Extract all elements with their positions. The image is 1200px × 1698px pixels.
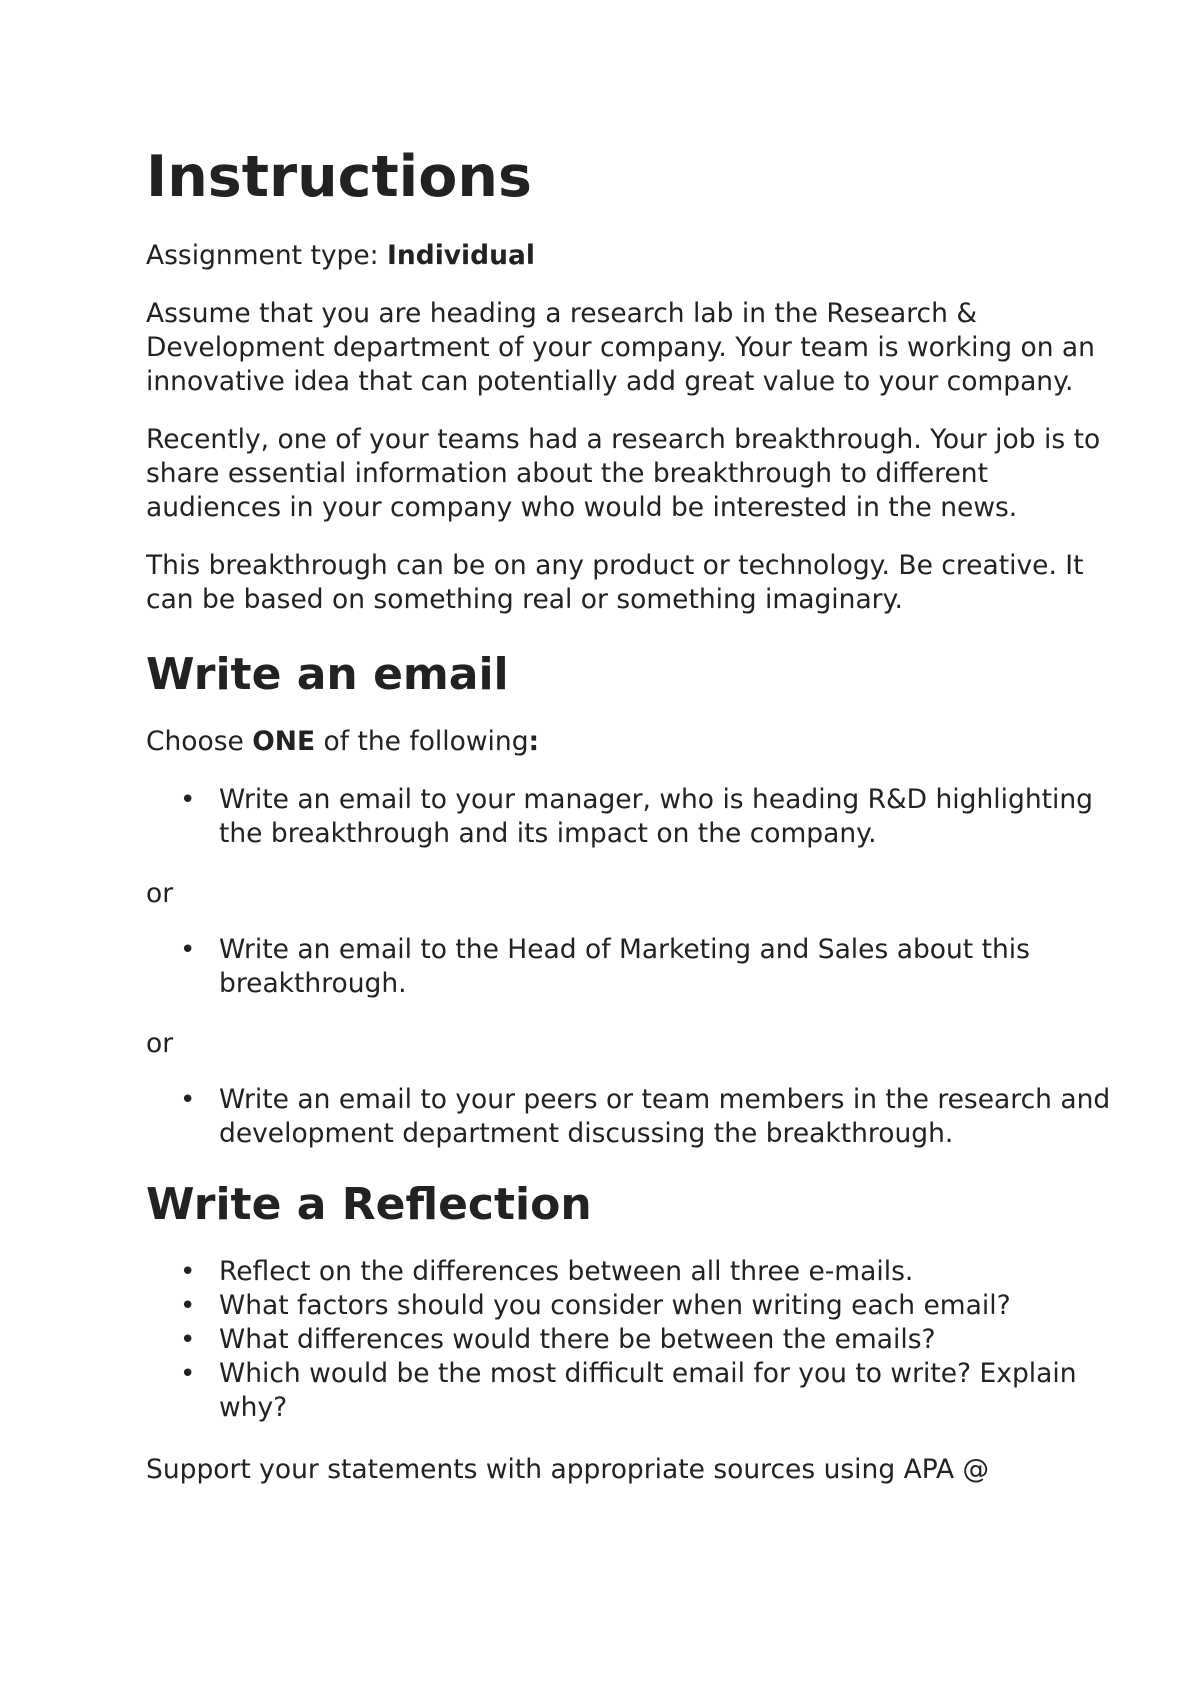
email-option-line: • Write an email to your manager, who is heading R&D highlighting	[219, 784, 1093, 815]
reflection-item-line: • Reflect on the differences between all three e-mails.	[219, 1256, 914, 1287]
choose-prefix: Choose	[146, 726, 253, 757]
intro-line: Development department of your company. Your team is working on an	[146, 332, 1095, 363]
reflection-item	[146, 1289, 1200, 1323]
email-option-line: the breakthrough and its impact on the company.	[219, 818, 877, 849]
email-option	[146, 1083, 1200, 1151]
intro-paragraph-3	[146, 549, 1200, 617]
choose-emphasis: ONE	[252, 726, 316, 757]
intro-line: innovative idea that can potentially add great value to your company.	[146, 366, 1074, 397]
reflection-item	[146, 1255, 1200, 1289]
choose-colon: :	[528, 726, 540, 757]
intro-line: can be based on something real or something imaginary.	[146, 584, 903, 615]
intro-line: Recently, one of your teams had a research breakthrough. Your job is to	[146, 424, 1101, 455]
reflection-item-line: • What factors should you consider when writing each email?	[219, 1290, 1011, 1321]
choose-suffix: of the following	[315, 726, 529, 757]
email-option-line: breakthrough.	[219, 968, 407, 999]
page-title: Instructions	[146, 144, 532, 210]
email-section-heading: Write an email	[146, 649, 509, 700]
intro-line: Assume that you are heading a research lab in the Research &	[146, 298, 977, 329]
intro-line: audiences in your company who would be interested in the news.	[146, 492, 1018, 523]
footer-instruction: Support your statements with appropriate sources using APA @	[146, 1454, 990, 1485]
email-option-line: • Write an email to the Head of Marketing and Sales about this	[219, 934, 1030, 965]
email-option-line: development department discussing the breakthrough.	[219, 1118, 954, 1149]
intro-line: share essential information about the breakthrough to different	[146, 458, 988, 489]
email-option-list-1	[146, 783, 1200, 851]
reflection-item	[146, 1357, 1200, 1425]
reflection-item-line: • Which would be the most difficult email for you to write? Explain	[219, 1358, 1077, 1389]
assignment-type-value: Individual	[387, 240, 535, 271]
assignment-type-label: Assignment type:	[146, 240, 387, 271]
email-option-list-2	[146, 933, 1200, 1001]
reflection-section-heading: Write a Reflection	[146, 1179, 592, 1230]
email-option	[146, 783, 1200, 851]
email-option-line: • Write an email to your peers or team members in the research and	[219, 1084, 1111, 1115]
or-separator: or	[146, 878, 174, 909]
assignment-type	[146, 239, 1200, 273]
intro-paragraph-1	[146, 297, 1200, 399]
intro-paragraph-2	[146, 423, 1200, 525]
email-option	[146, 933, 1200, 1001]
reflection-item	[146, 1323, 1200, 1357]
choose-instruction	[146, 725, 1200, 759]
email-option-list-3	[146, 1083, 1200, 1151]
or-separator: or	[146, 1028, 174, 1059]
reflection-list	[146, 1255, 1200, 1425]
reflection-item-line: • What differences would there be between the emails?	[219, 1324, 936, 1355]
instructions-page	[146, 142, 1200, 1511]
reflection-item-line: why?	[219, 1392, 288, 1423]
intro-line: This breakthrough can be on any product or technology. Be creative. It	[146, 550, 1084, 581]
